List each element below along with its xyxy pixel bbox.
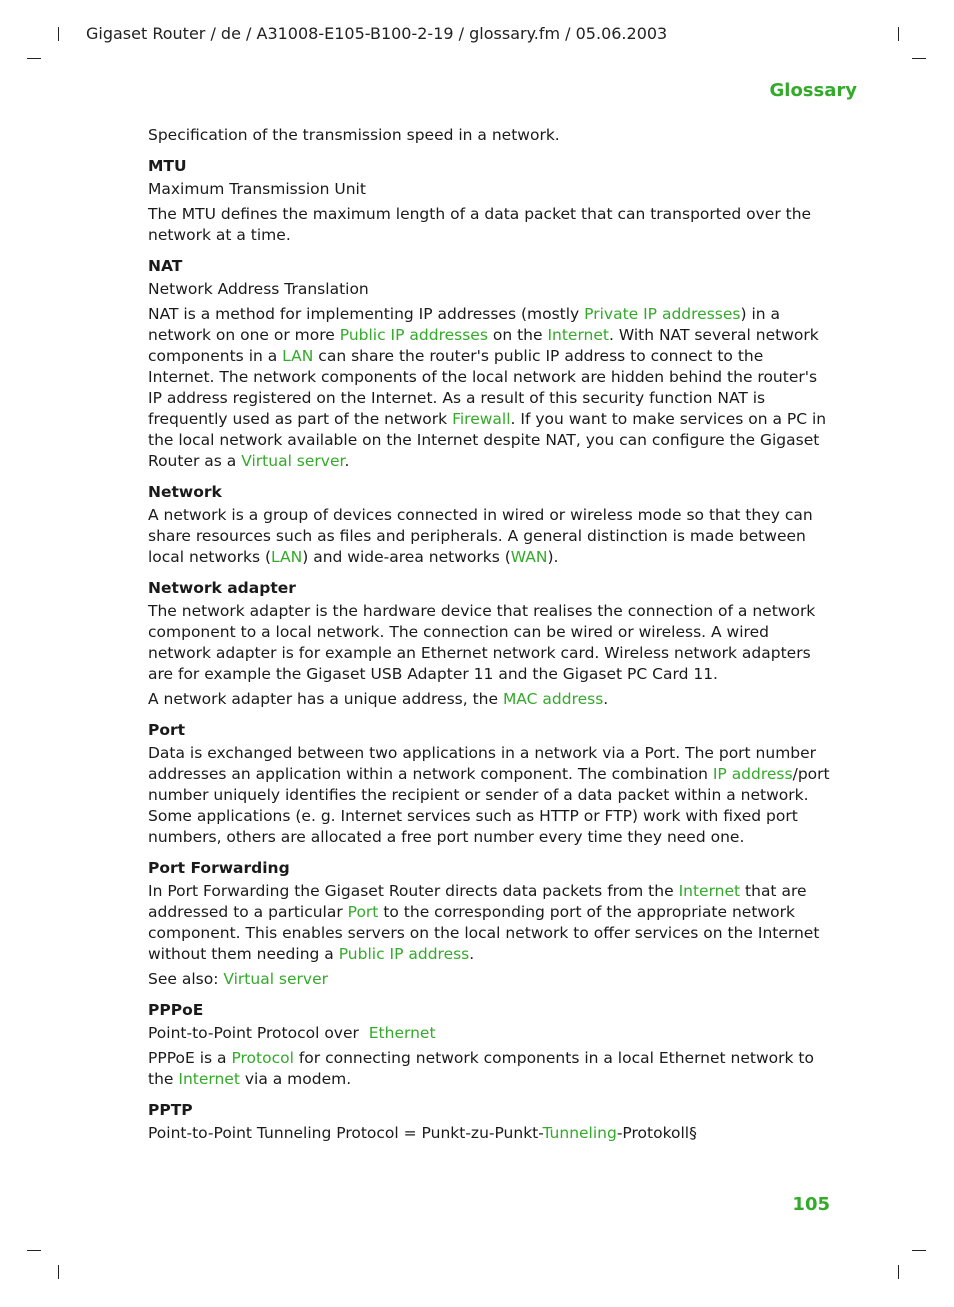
link-mac-address[interactable]: MAC address xyxy=(502,690,604,708)
link-virtual-server[interactable]: Virtual server xyxy=(223,970,328,988)
mtu-expansion: Maximum Transmission Unit xyxy=(148,180,366,198)
link-ip-address[interactable]: IP address xyxy=(712,765,793,783)
term-nat: NAT xyxy=(148,257,183,275)
network-definition: A network is a group of devices connected in wired or wireless mode so that they can share resources such as files and peripherals. A general distinction is made between local networks (LAN) and wide-area networks (WAN). xyxy=(148,506,813,566)
port-definition: Data is exchanged between two applications in a network via a Port. The port number addresses an application within a network component. The combination IP address/port number uniquely identifies the recipient or sender of a data packet within a network. Some applications (e. g. Internet services such as HTTP or FTP) work with fixed port numbers, others are allocated a free port number every time they need one. xyxy=(148,744,830,846)
crop-mark-bottom-left-h xyxy=(27,1250,41,1251)
link-tunneling[interactable]: Tunneling xyxy=(542,1124,617,1142)
link-wan[interactable]: WAN xyxy=(510,548,548,566)
network-adapter-definition: The network adapter is the hardware device that realises the connection of a network component to a local network. The connection can be wired or wireless. A wired network adapter is for example an Ethernet network card. Wireless network adapters are for example the Gigaset USB Adapter 11 and the Gigaset PC Card 11. xyxy=(148,602,816,683)
port-forwarding-definition: In Port Forwarding the Gigaset Router directs data packets from the Internet that are addressed to a particular Port to the corresponding port of the appropriate network component. This enables servers on the local network to offer services on the Internet without them needing a Public IP address. xyxy=(148,882,820,963)
crop-mark-top-right-v xyxy=(898,27,899,41)
pptp-definition: Point-to-Point Tunneling Protocol = Punkt-zu-Punkt-Tunneling-Protokoll§ xyxy=(148,1124,697,1142)
mtu-definition: The MTU defines the maximum length of a data packet that can transported over the network at a time. xyxy=(148,205,812,244)
link-internet[interactable]: Internet xyxy=(547,326,609,344)
network-adapter-mac: A network adapter has a unique address, the MAC address. xyxy=(148,690,609,708)
link-lan[interactable]: LAN xyxy=(271,548,303,566)
port-forwarding-see-also: See also: Virtual server xyxy=(148,970,328,988)
crop-mark-bottom-left-v xyxy=(58,1265,59,1279)
pppoe-definition: PPPoE is a Protocol for connecting network components in a local Ethernet network to the Internet via a modem. xyxy=(148,1049,814,1088)
term-mtu: MTU xyxy=(148,157,187,175)
link-public-ip-addresses[interactable]: Public IP addresses xyxy=(339,326,488,344)
link-private-ip-addresses[interactable]: Private IP addresses xyxy=(584,305,741,323)
link-public-ip-address[interactable]: Public IP address xyxy=(338,945,470,963)
link-firewall[interactable]: Firewall xyxy=(452,410,511,428)
link-internet[interactable]: Internet xyxy=(678,882,741,900)
crop-mark-bottom-right-v xyxy=(898,1265,899,1279)
term-network-adapter: Network adapter xyxy=(148,579,296,597)
running-header: Gigaset Router / de / A31008-E105-B100-2-19 / glossary.fm / 05.06.2003 xyxy=(86,24,668,43)
nat-expansion: Network Address Translation xyxy=(148,280,369,298)
term-pppoe: PPPoE xyxy=(148,1001,204,1019)
page-number: 105 xyxy=(792,1194,830,1215)
intro-text: Specification of the transmission speed in a network. xyxy=(148,126,560,144)
crop-mark-bottom-right-h xyxy=(912,1250,926,1251)
term-pptp: PPTP xyxy=(148,1101,193,1119)
section-title: Glossary xyxy=(769,80,857,101)
link-port[interactable]: Port xyxy=(347,903,379,921)
term-port: Port xyxy=(148,721,186,739)
crop-mark-top-left-v xyxy=(58,27,59,41)
term-port-forwarding: Port Forwarding xyxy=(148,859,290,877)
link-lan[interactable]: LAN xyxy=(282,347,314,365)
crop-mark-top-left-h xyxy=(27,58,41,59)
glossary-content xyxy=(148,125,830,1148)
link-internet[interactable]: Internet xyxy=(178,1070,240,1088)
link-virtual-server[interactable]: Virtual server xyxy=(241,452,345,470)
term-network: Network xyxy=(148,483,222,501)
link-ethernet[interactable]: Ethernet xyxy=(368,1024,436,1042)
pppoe-expansion: Point-to-Point Protocol over Ethernet xyxy=(148,1024,436,1042)
crop-mark-top-right-h xyxy=(912,58,926,59)
link-protocol[interactable]: Protocol xyxy=(231,1049,294,1067)
nat-definition: NAT is a method for implementing IP addresses (mostly Private IP addresses) in a network on one or more Public IP addresses on the Internet. With NAT several network components in a LAN can share the router's public IP address to connect to the Internet. The network components of the local network are hidden behind the router's IP address registered on the Internet. As a result of this security function NAT is frequently used as part of the network Firewall. If you want to make services on a PC in the local network available on the Internet despite NAT, you can configure the Gigaset Router as a Virtual server. xyxy=(148,305,827,470)
